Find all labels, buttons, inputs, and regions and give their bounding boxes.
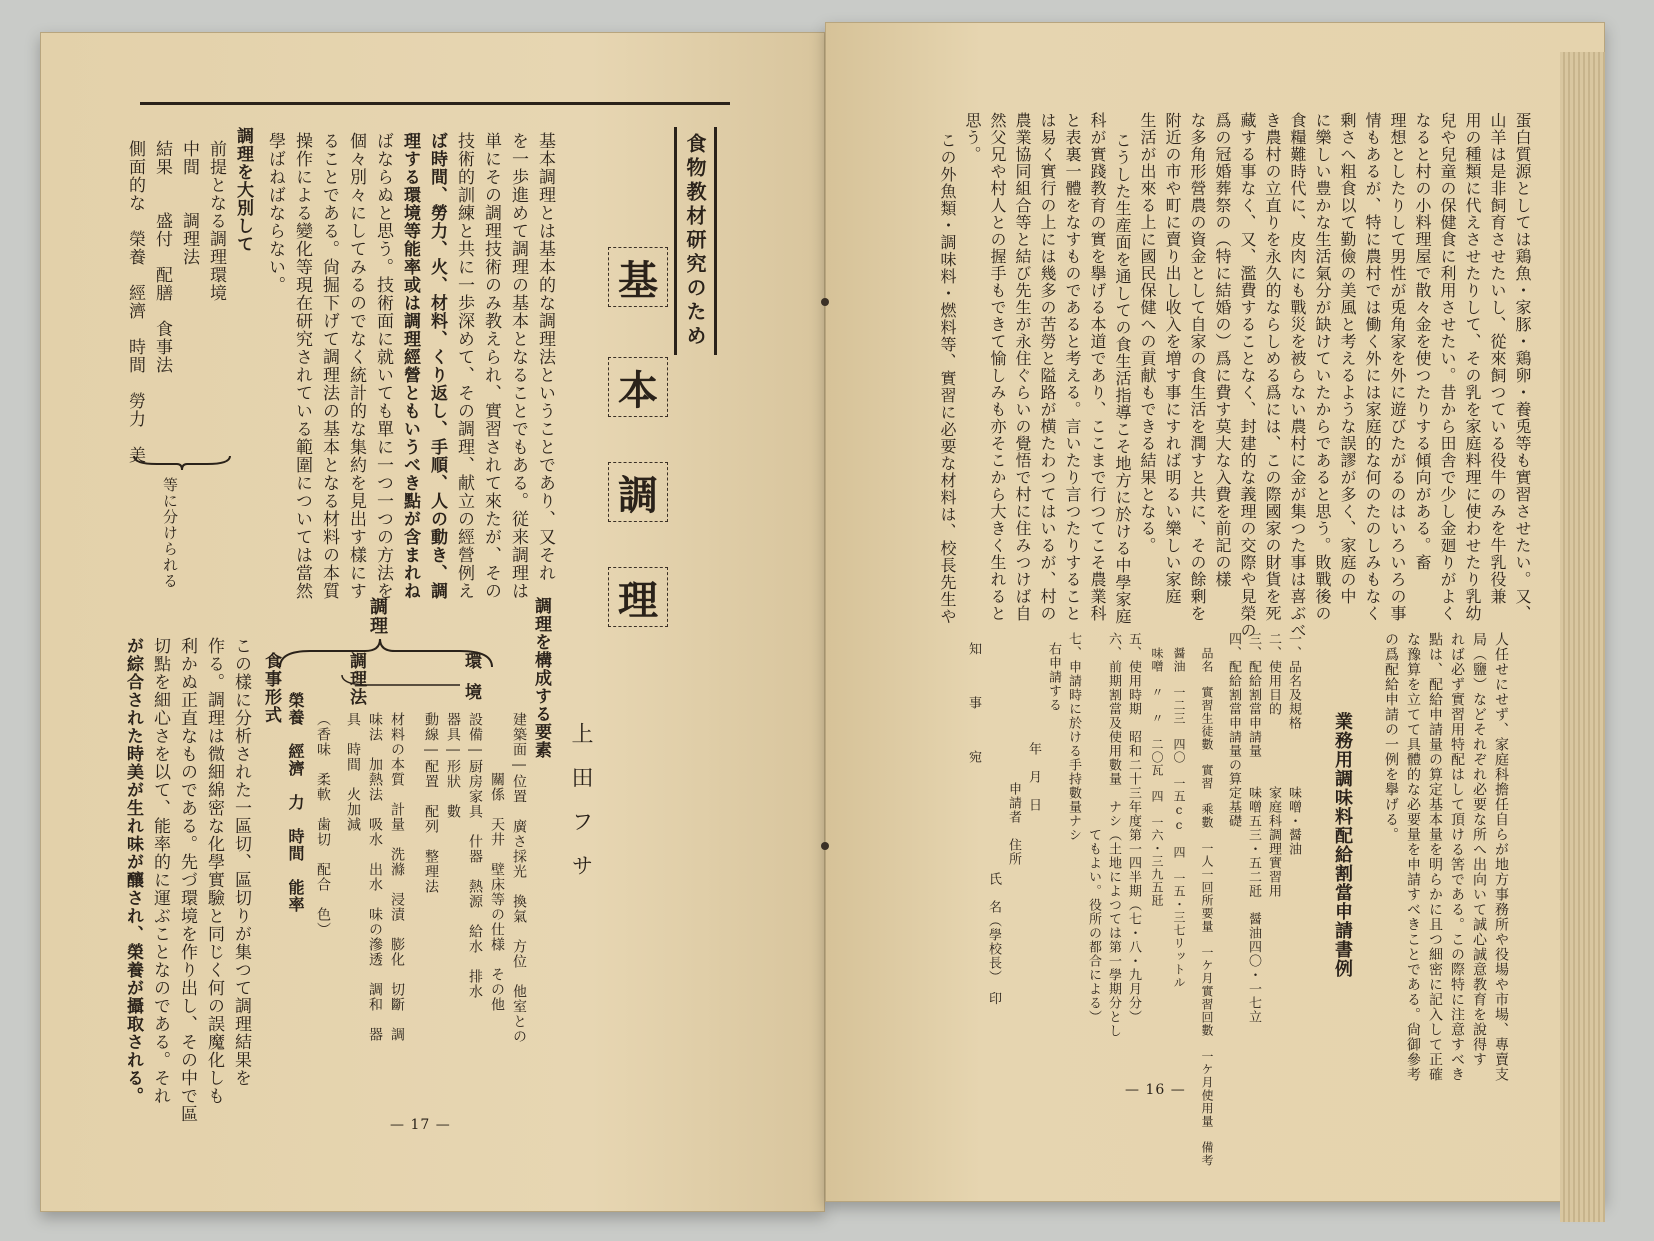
lower-col-2: 局（鹽）などそれぞれ必要な所へ出向いて誠心誠意教育を說得す xyxy=(1471,632,1487,1067)
form-line-1: 一、品名及規格 味噌・醤油 xyxy=(1286,632,1301,856)
detail-6: 材料の本質 計量 洗滌 浸漬 膨化 切斷 調 xyxy=(389,712,405,1042)
body-col-8: 剰さへ粗食以て勤儉の美風と考えるような誤謬が多く、家庭の中 xyxy=(1338,112,1357,605)
body-col-2: 山羊は是非飼育させたいし、從來飼つている役牛のみを牛乳役兼 xyxy=(1488,112,1507,605)
form-title: 業務用調味料配給割當申請書例 xyxy=(1332,712,1353,978)
intro-col-4: 技術的訓練と共に一歩深めて、その調理、献立の經營例え xyxy=(454,132,474,600)
body-col-6: 理想としたりして男性が兎角家を外に遊びたがるのはいろいろの事 xyxy=(1388,112,1407,622)
detail-1: 建築面―位置 廣さ採光 換氣 方位 他室との xyxy=(511,712,527,1044)
intro-col-6: 理する環境等能率或は調理經營ともいうべき點が含まれね xyxy=(400,132,420,600)
detail-7: 味法 加熱法 吸水 出水 味の滲透 調和 器 xyxy=(367,712,383,1042)
form-line-5: 五、使用時期 昭和二十三年度第一四半期（七・八・九月分） xyxy=(1126,632,1141,1024)
title-char-4: 理 xyxy=(608,567,668,627)
closing-col-2: 作る。調理は微細綿密な化學實驗と同じく何の誤魔化しも xyxy=(204,637,224,1105)
body-col-1: 蛋白質源としては鶏魚・家豚・鶏卵・養兎等も實習させたい。又、 xyxy=(1513,112,1532,622)
branch-cooking-method: 調理法 xyxy=(346,652,366,706)
form-line-2: 二、使用目的 家庭科調理實習用 xyxy=(1266,632,1281,898)
intro-col-2: を一歩進めて調理の基本となることでもある。従来調理は xyxy=(508,132,528,600)
big-heading: 調理を大別して xyxy=(233,127,253,253)
body-col-4: 兒や兒童の保健食に利用させたい。昔から田舎で少し金廻りがよく xyxy=(1438,112,1457,622)
form-table-row-2: 味噌 〃 〃 二〇瓦 四 一六・三九五瓩 xyxy=(1150,647,1164,907)
intro-col-11: 學ばねばならない。 xyxy=(265,132,285,294)
body-col-20: は易く實行の上には幾多の苦勞と隘路が横たわつてはいるが、村の xyxy=(1038,112,1057,622)
form-declaration: 右申請する xyxy=(1046,642,1061,712)
body-col-17: こうした生産面を通しての食生活指導こそ地方に於ける中學家庭 xyxy=(1113,132,1132,625)
category-4: 側面的な 榮養 經濟 時間 勞力 美 xyxy=(125,140,145,464)
intro-col-7: ばならぬと思う。技術面に就いても單に一つ一つの方法を xyxy=(373,132,393,600)
diagram-heading: 調理を構成する要素 xyxy=(531,597,551,759)
form-line-6: 六、前期割當及使用數量 ナシ（土地によつては第一學期分とし xyxy=(1106,632,1121,1038)
body-col-15: 附近の市や町に賣り出し收入を増す事にすれば明るい樂しい家庭 xyxy=(1163,112,1182,605)
form-table-header: 品名 實習生徒數 實習 乘數 一人一回所要量 一ケ月實習回數 一ケ月使用量 備考 xyxy=(1200,647,1214,1167)
diagram-root: 調理 xyxy=(367,597,388,635)
branch-environment: 環境 xyxy=(461,652,481,714)
intro-col-8: 個々別々にしてみるのでなく統計的な集約を見出す樣にす xyxy=(346,132,366,600)
body-col-23: 思う。 xyxy=(963,112,982,163)
right-page xyxy=(825,22,1605,1202)
form-addressee: 知 事 宛 xyxy=(966,642,981,777)
form-applicant-name: 氏 名（學校長） 印 xyxy=(986,872,1001,1006)
form-line-7: 七、申請時に於ける手持數量ナシ xyxy=(1066,632,1081,842)
form-line-6b: てもよい。役所の都合による） xyxy=(1086,632,1101,1024)
page-number-17: — 17 — xyxy=(390,1117,451,1133)
detail-5: 動線―配置 配列 整理法 xyxy=(423,712,439,894)
body-col-22: 然父兄や村人との握手もできて愉しみも亦そこから大きく生れると xyxy=(988,112,1007,622)
page-number-16: — 16 — xyxy=(1125,1082,1186,1098)
title-char-3: 調 xyxy=(608,462,668,522)
branch-nutrition: 榮養 經濟 力 時間 能率 xyxy=(286,692,305,913)
body-col-10: 食糧難時代に、皮肉にも戰災を被らない農村に金が集つた事は喜ぶべ xyxy=(1288,112,1307,639)
detail-8: 具 時間 火加減 xyxy=(345,712,361,832)
body-col-16: 生活が出來る上に國民保健への貢献もできる結果となる。 xyxy=(1138,112,1157,554)
body-col-11: き農村の立直りを永久的ならしめる爲には、この際國家の財貨を死 xyxy=(1263,112,1282,622)
body-col-5: なると村の小料理屋で散々金を使つたりする傾向がある。畜 xyxy=(1413,112,1432,571)
lower-col-1: 人任せにせず、家庭科擔任自らが地方事務所や役場や市場、專賣支 xyxy=(1493,632,1509,1082)
body-col-13: 爲の冠婚葬祭の（特に結婚の）爲に費す莫大な入費を前記の樣 xyxy=(1213,112,1232,588)
closing-col-4: 切點を細心さを以て、能率的に運ぶことなのである。それ xyxy=(150,637,170,1105)
form-applicant-address: 申請者 住所 xyxy=(1006,782,1021,866)
page-stack-edge xyxy=(1560,52,1605,1222)
body-col-3: 用の種類に代えさせたりして、その乳を家庭料理に使わせたり乳幼 xyxy=(1463,112,1482,622)
binding-hole-bottom xyxy=(821,842,829,850)
body-col-18: 科が實踐教育の實を擧げる本道であり、ここまで行つてこそ農業科 xyxy=(1088,112,1107,622)
intro-col-9: ることである。尙掘下げて調理法の基本となる材料の本質 xyxy=(319,132,339,600)
title-char-2: 本 xyxy=(608,357,668,417)
left-page xyxy=(40,32,825,1212)
body-col-21: 農業協同組合等と結び先生が永住ぐらいの覺悟で村に住みつけば自 xyxy=(1013,112,1032,622)
lower-col-6: の爲配給申請の一例を擧げる。 xyxy=(1383,632,1399,842)
closing-col-1: この樣に分析された一區切、區切りが集つて調理結果を xyxy=(231,637,251,1087)
detail-4: 器具―形狀 數 xyxy=(445,712,461,819)
category-2: 中間 調理法 xyxy=(179,140,199,266)
intro-col-5: ば時間、勞力、火、材料、くり返し、手順、人の動き、調 xyxy=(427,132,447,600)
form-line-3: 三、配給割當申請量 味噌五三・五二瓩 醤油四〇・一七立 xyxy=(1246,632,1261,1024)
form-line-4: 四、配給割當申請量の算定基礎 xyxy=(1226,632,1241,828)
top-rule xyxy=(140,102,730,105)
closing-col-3: 利かぬ正直なものである。先づ環境を作り出し、その中で區 xyxy=(177,637,197,1123)
form-table-row-1: 醤油 一二三 四〇 一五cc 四 一五・三七リットル xyxy=(1172,647,1186,989)
closing-col-5: が綜合された時美が生れ味が釀され、榮養が攝取される。 xyxy=(123,637,143,1105)
title-char-1: 基 xyxy=(608,247,668,307)
body-col-14: な多角形營農の資金として自家の食生活を潤すと共に、その餘剰を xyxy=(1188,112,1207,622)
body-col-12: 藏する事なく、又、濫費することなく、封建的な義理の交際や見榮の xyxy=(1238,112,1257,639)
lower-col-3: れば必ず實習用特配はして頂ける筈である。この際特に注意すべき xyxy=(1449,632,1465,1082)
series-title: 食物教材研究のため xyxy=(674,127,717,355)
category-3: 結果 盛付 配膳 食事法 xyxy=(152,140,172,374)
binding-hole-top xyxy=(821,298,829,306)
detail-2: 關係 天井 壁床等の仕様 その他 xyxy=(489,712,505,1012)
branch-meal-form: 食事形式 xyxy=(261,652,281,724)
intro-col-1: 基本調理とは基本的な調理法ということであり、又それ xyxy=(535,132,555,582)
body-col-19: と表裏一體をなすものであると考える。言いたり言つたりすること xyxy=(1063,112,1082,622)
lower-col-4: 點は、配給申請量の算定基本量を明らかに且つ細密に記入して正確 xyxy=(1427,632,1443,1082)
detail-9: （香味 柔軟 歯切 配合 色） xyxy=(315,712,331,937)
author-name: 上田フサ xyxy=(568,722,593,898)
brace-note: 等に分けられる xyxy=(161,477,179,589)
body-col-9: に樂しい豊かな生活氣分が缺けていたからであると思う。敗戰後の xyxy=(1313,112,1332,622)
intro-col-10: 操作による變化等現在研究されている範圍については當然 xyxy=(292,132,312,600)
body-col-24: この外魚類・調味料・燃料等、實習に必要な材料は、校長先生や xyxy=(938,132,957,625)
detail-3: 設備―厨房家具 什器 熱源 給水 排水 xyxy=(467,712,483,999)
form-date: 年 月 日 xyxy=(1026,742,1041,812)
intro-col-3: 単にその調理技術のみ教えられ、實習されて來たが、その xyxy=(481,132,501,600)
body-col-7: 情もあるが、特に農村では働く外には家庭的な何のたのしみもなく xyxy=(1363,112,1382,622)
brace-mark xyxy=(132,452,232,472)
lower-col-5: な豫算を立てて具體的な必要量を申請すべきことである。尙御參考 xyxy=(1405,632,1421,1082)
category-1: 前提となる調理環境 xyxy=(206,140,226,302)
